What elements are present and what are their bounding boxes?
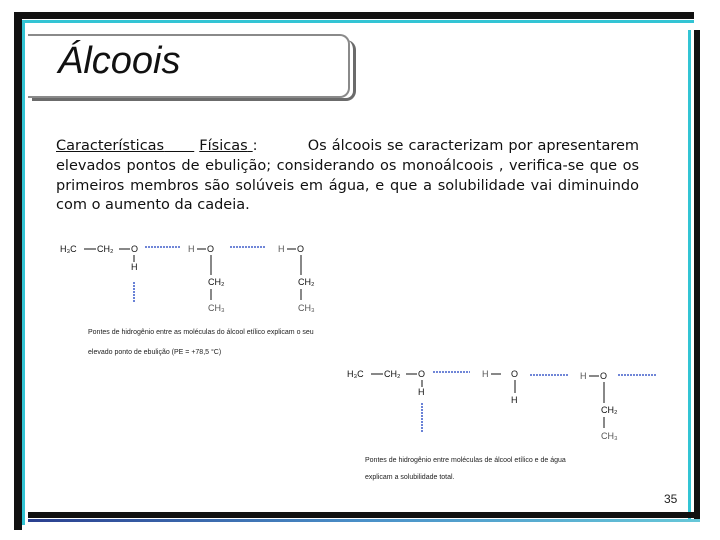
- lead-colon: :: [252, 138, 258, 154]
- f2-caption-line2: explicam a solubilidade total.: [365, 474, 455, 481]
- f1-ch2-b: CH₂: [208, 277, 225, 287]
- f2-h2: H: [482, 369, 489, 379]
- f1-ch2-c: CH₂: [298, 277, 315, 287]
- f1-caption-line1: Pontes de hidrogênio entre as moléculas do álcool etílico explicam o seu: [88, 329, 314, 336]
- paragraph-body: Os álcoois se caracterizam por apresentarem elevados pontos de ebulição; considerando os monoálcoois , verifica-se que os primeiros membros são solúveis em água, e que a solubilidade vai diminuindo com o aumento da cadeia.: [56, 138, 640, 214]
- f2-o3: O: [600, 371, 608, 381]
- f1-caption-line2: elevado ponto de ebulição (PE = +78,5 °C): [88, 349, 222, 356]
- f1-ch2: CH₂: [97, 244, 114, 254]
- f1-ch3-b: CH₃: [208, 303, 225, 313]
- f2-h4: H: [580, 371, 587, 381]
- f2-o2: O: [511, 369, 519, 379]
- f1-o2: O: [207, 244, 215, 254]
- f2-caption-line1: Pontes de hidrogênio entre moléculas de álcool etílico e de água: [365, 457, 566, 464]
- f2-ch2: CH₂: [384, 369, 401, 379]
- f2-ch3-b: CH₃: [601, 431, 618, 441]
- slide-title: Álcoois: [58, 40, 181, 82]
- f1-h3: H: [278, 244, 285, 254]
- f1-o3: O: [297, 244, 305, 254]
- lead-word-1: Características: [56, 138, 165, 154]
- f1-ch3-c: CH₃: [298, 303, 315, 313]
- f2-h3: H: [511, 395, 518, 405]
- f2-h1: H: [418, 387, 425, 397]
- page-number: 35: [664, 492, 678, 506]
- f1-o1: O: [131, 244, 139, 254]
- f1-h3c: H₃C: [60, 244, 77, 254]
- lead-word-2: Físicas: [199, 138, 248, 154]
- f2-ch2-b: CH₂: [601, 405, 618, 415]
- f1-h2: H: [188, 244, 195, 254]
- f2-o1: O: [418, 369, 426, 379]
- f2-h3c: H₃C: [347, 369, 364, 379]
- f1-h1: H: [131, 262, 138, 272]
